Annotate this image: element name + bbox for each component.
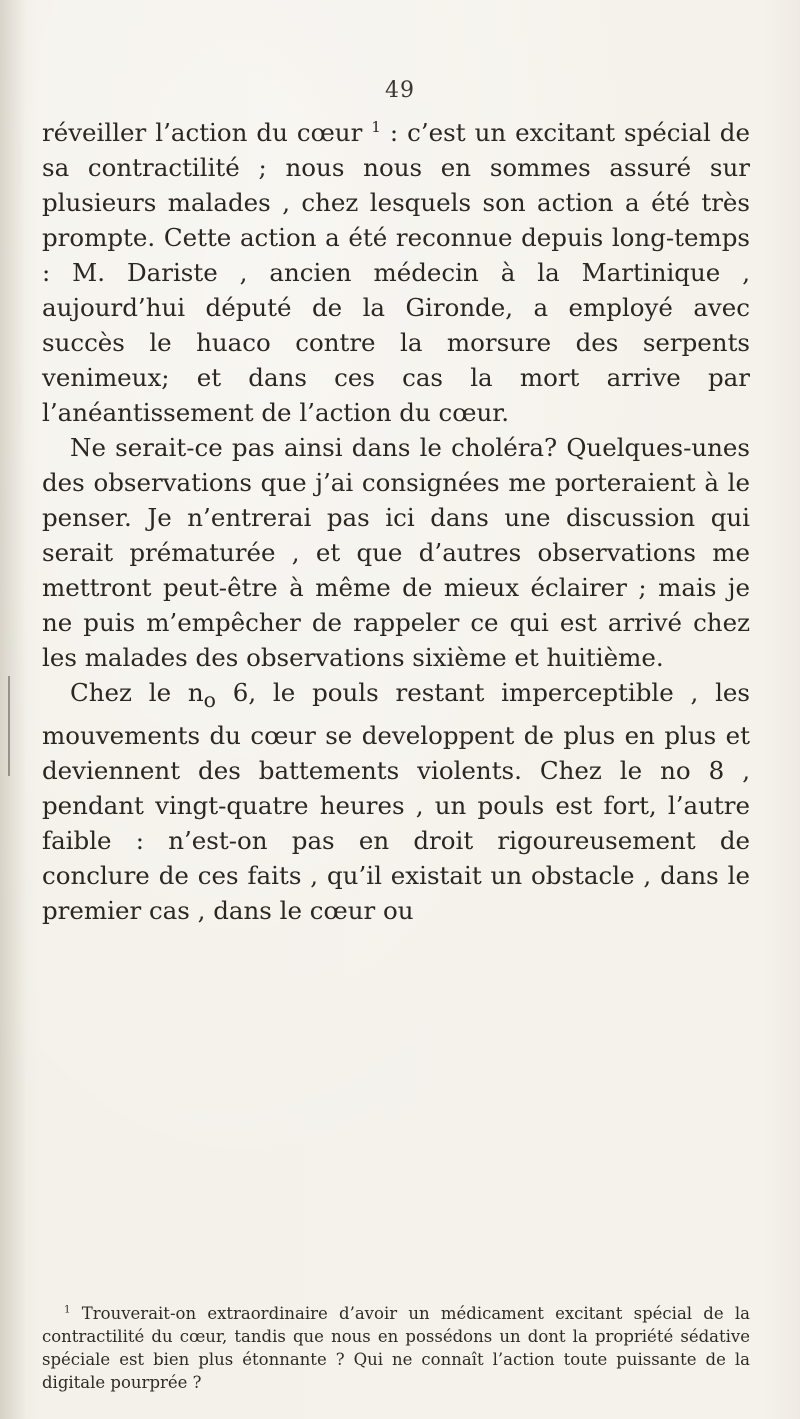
footnote-text: [42, 1302, 750, 1394]
paragraph-3-start: Chez le n: [70, 678, 204, 707]
paragraph-3-rest: 6, le pouls restant imperceptible , les mouvements du cœur se developpent de plus en plus et deviennent des battements violents. Chez le no 8 , pendant vingt-quatre heures , un pouls est fort, l’autre faible : n’est-on pas en droit rigoureusement de conclure de ces faits , qu’il existait un obstacle , dans le premier cas , dans le cœur ou: [42, 678, 751, 925]
paragraph-1-rest: : c’est un excitant spécial de sa contractilité ; nous nous en sommes assuré sur plusieurs malades , chez lesquels son action a été très prompte. Cette action a été reconnue depuis long-temps : M. Dariste , ancien médecin à la Martinique , aujourd’hui député de la Gironde, a employé avec succès le huaco contre la morsure des serpents venimeux; et dans ces cas la mort arrive par l’anéantissement de l’action du cœur.: [42, 118, 750, 427]
footnote-marker: 1: [64, 1304, 71, 1316]
subscript-o: o: [203, 687, 216, 712]
binding-shadow: [0, 0, 26, 1419]
paragraph-3: [42, 675, 750, 928]
margin-mark: [8, 676, 10, 776]
paragraph-2: Ne serait-ce pas ainsi dans le choléra? Quelques-unes des observations que j’ai consignées me porteraient à le penser. Je n’entrerai pas ici dans une discussion qui serait prématurée , et que d’autres observations me mettront peut-être à même de mieux éclairer ; mais je ne puis m’empêcher de rappeler ce qui est arrivé chez les malades des observations sixième et huitième.: [42, 433, 750, 672]
footnote-body: Trouverait-on extraordinaire d’avoir un médicament excitant spécial de la contractilité du cœur, tandis que nous en possédons un dont la propriété sédative spéciale est bien plus étonnante ? Qui ne connaît l’action toute puissante de la digitale pourprée ?: [42, 1304, 750, 1392]
footnote: [42, 1302, 750, 1394]
page-number: 49: [385, 78, 415, 103]
paragraph-1-start: réveiller l’action du cœur: [42, 118, 363, 147]
footnote-reference: 1: [371, 117, 381, 136]
body-text: [42, 115, 750, 928]
paragraph-1: [42, 115, 750, 430]
